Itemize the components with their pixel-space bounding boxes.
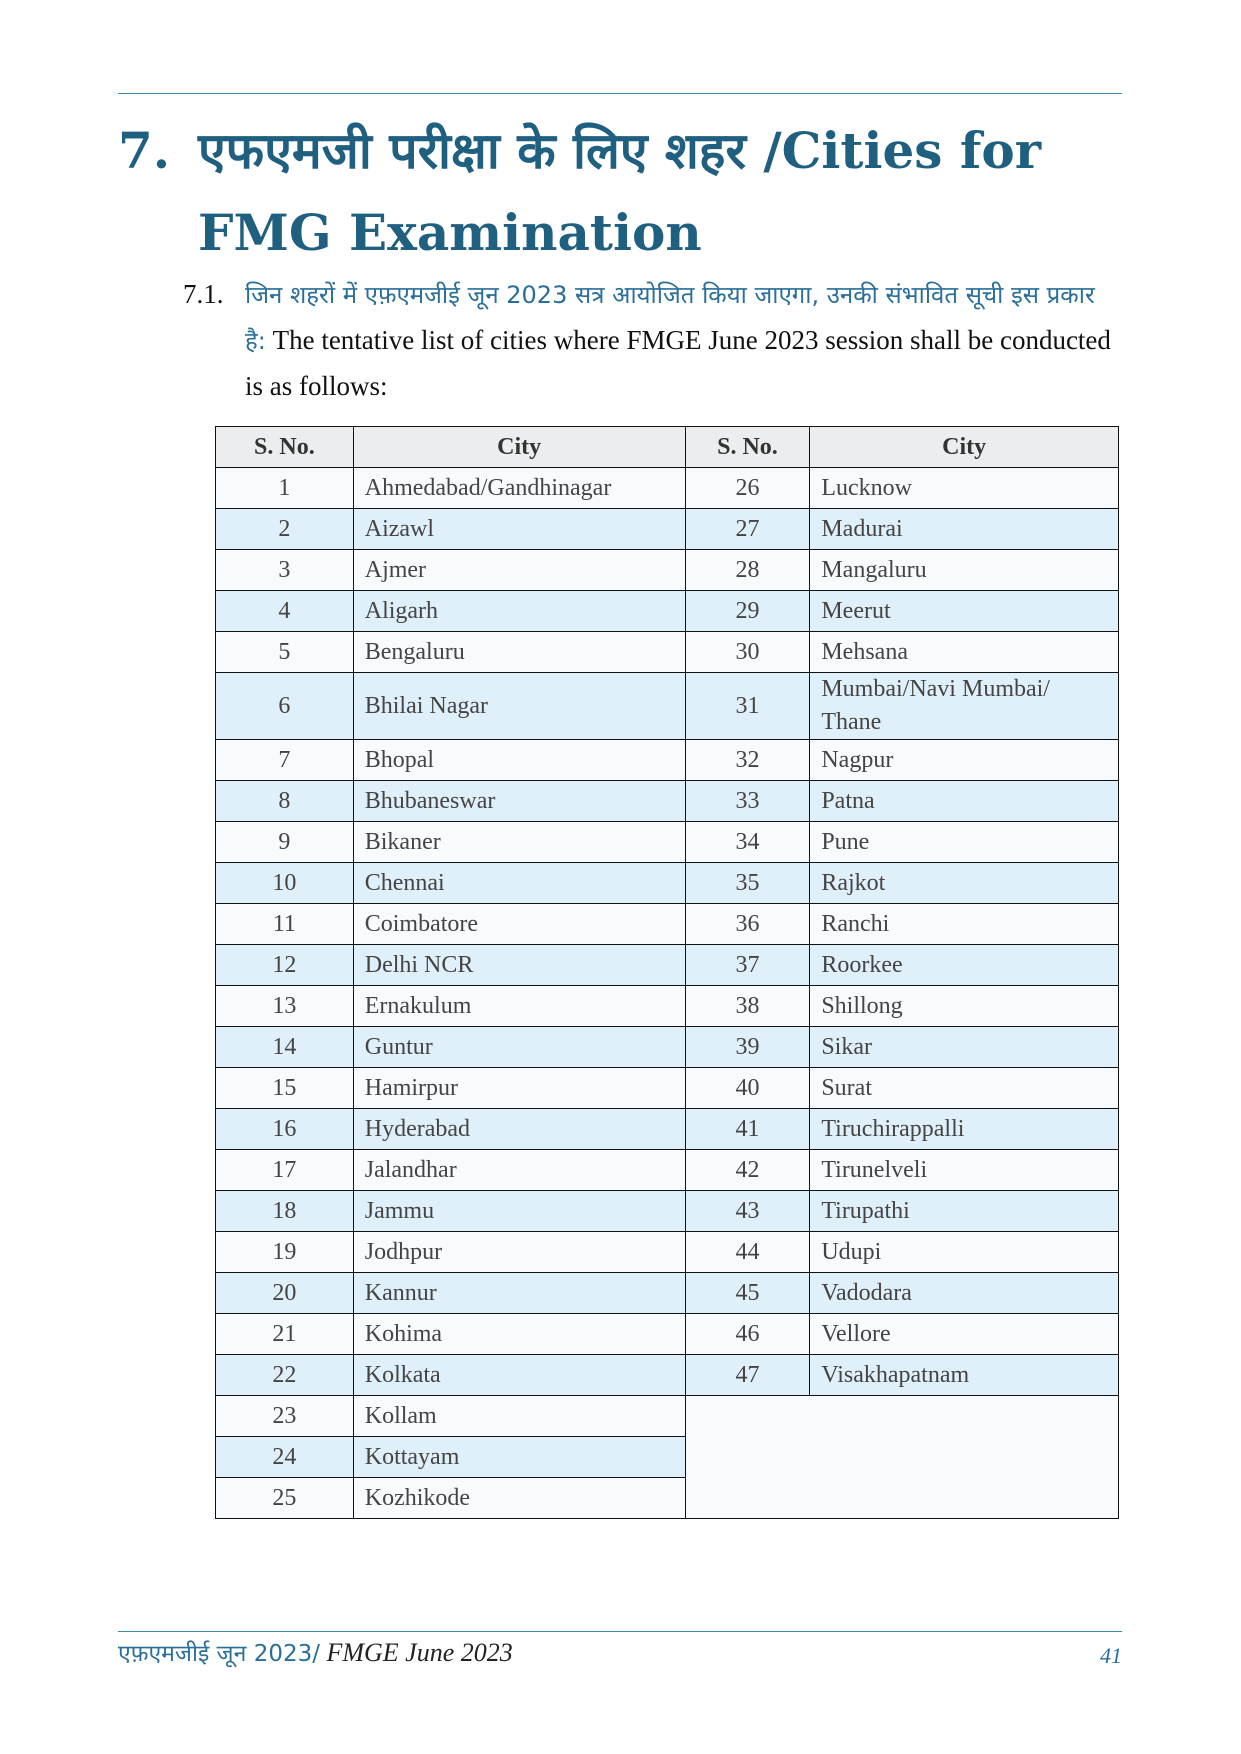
city-cell: Mehsana — [810, 632, 1119, 673]
paragraph-text — [183, 272, 1123, 409]
sno-cell: 1 — [216, 468, 354, 509]
city-cell: Ernakulum — [353, 986, 685, 1027]
city-cell: Hyderabad — [353, 1109, 685, 1150]
sno-cell: 31 — [685, 673, 810, 740]
table-row — [216, 1355, 1119, 1396]
city-cell: Ahmedabad/Gandhinagar — [353, 468, 685, 509]
table-row — [216, 632, 1119, 673]
city-cell: Tiruchirappalli — [810, 1109, 1119, 1150]
sno-cell: 8 — [216, 781, 354, 822]
sno-cell: 28 — [685, 550, 810, 591]
city-cell: Nagpur — [810, 740, 1119, 781]
sno-cell: 6 — [216, 673, 354, 740]
sno-cell: 24 — [216, 1437, 354, 1478]
sno-cell: 39 — [685, 1027, 810, 1068]
city-cell: Udupi — [810, 1232, 1119, 1273]
city-cell: Jammu — [353, 1191, 685, 1232]
sno-cell: 14 — [216, 1027, 354, 1068]
city-cell: Chennai — [353, 863, 685, 904]
city-cell: Aizawl — [353, 509, 685, 550]
sno-cell: 29 — [685, 591, 810, 632]
city-cell: Surat — [810, 1068, 1119, 1109]
sno-cell: 22 — [216, 1355, 354, 1396]
sno-cell: 43 — [685, 1191, 810, 1232]
top-rule — [118, 93, 1122, 94]
city-cell: Meerut — [810, 591, 1119, 632]
sno-cell: 35 — [685, 863, 810, 904]
table-row — [216, 468, 1119, 509]
city-cell: Delhi NCR — [353, 945, 685, 986]
sno-cell: 38 — [685, 986, 810, 1027]
city-cell: Guntur — [353, 1027, 685, 1068]
header-sno-1: S. No. — [216, 427, 354, 468]
table-row — [216, 591, 1119, 632]
table-header-row — [216, 427, 1119, 468]
sno-cell: 33 — [685, 781, 810, 822]
table-row — [216, 1232, 1119, 1273]
cities-table — [215, 426, 1119, 1519]
sno-cell: 21 — [216, 1314, 354, 1355]
table-row — [216, 904, 1119, 945]
sno-cell: 45 — [685, 1273, 810, 1314]
paragraph-number: 7.1. — [183, 279, 224, 309]
sno-cell: 44 — [685, 1232, 810, 1273]
city-cell: Patna — [810, 781, 1119, 822]
bottom-rule — [118, 1631, 1122, 1632]
section-number: 7. — [118, 121, 171, 180]
sno-cell: 46 — [685, 1314, 810, 1355]
city-cell: Lucknow — [810, 468, 1119, 509]
intro-paragraph — [183, 272, 1123, 409]
city-cell: Hamirpur — [353, 1068, 685, 1109]
city-cell: Bhopal — [353, 740, 685, 781]
table-row — [216, 673, 1119, 740]
empty-cell — [685, 1396, 1118, 1519]
city-cell: Ajmer — [353, 550, 685, 591]
city-cell: Aligarh — [353, 591, 685, 632]
sno-cell: 19 — [216, 1232, 354, 1273]
table-row — [216, 1396, 1119, 1437]
city-cell: Bhilai Nagar — [353, 673, 685, 740]
paragraph-english: The tentative list of cities where FMGE June 2023 session shall be conducted is as follows: — [245, 325, 1111, 401]
city-cell: Kannur — [353, 1273, 685, 1314]
sno-cell: 30 — [685, 632, 810, 673]
table-row — [216, 1109, 1119, 1150]
city-cell: Kottayam — [353, 1437, 685, 1478]
sno-cell: 36 — [685, 904, 810, 945]
sno-cell: 9 — [216, 822, 354, 863]
city-cell: Bengaluru — [353, 632, 685, 673]
table-row — [216, 945, 1119, 986]
sno-cell: 10 — [216, 863, 354, 904]
header-sno-2: S. No. — [685, 427, 810, 468]
sno-cell: 23 — [216, 1396, 354, 1437]
page-number: 41 — [1100, 1643, 1122, 1668]
city-cell: Madurai — [810, 509, 1119, 550]
city-cell: Rajkot — [810, 863, 1119, 904]
sno-cell: 27 — [685, 509, 810, 550]
sno-cell: 20 — [216, 1273, 354, 1314]
sno-cell: 32 — [685, 740, 810, 781]
city-cell: Vadodara — [810, 1273, 1119, 1314]
sno-cell: 12 — [216, 945, 354, 986]
sno-cell: 25 — [216, 1478, 354, 1519]
table-row — [216, 1273, 1119, 1314]
city-cell: Kohima — [353, 1314, 685, 1355]
city-cell: Tirunelveli — [810, 1150, 1119, 1191]
city-cell: Bhubaneswar — [353, 781, 685, 822]
city-cell: Mangaluru — [810, 550, 1119, 591]
header-city-1: City — [353, 427, 685, 468]
city-cell: Visakhapatnam — [810, 1355, 1119, 1396]
city-cell: Mumbai/Navi Mumbai/ Thane — [810, 673, 1119, 740]
section-title-line1: एफएमजी परीक्षा के लिए शहर /Cities for — [198, 121, 1042, 180]
sno-cell: 4 — [216, 591, 354, 632]
table-row — [216, 781, 1119, 822]
city-cell: Coimbatore — [353, 904, 685, 945]
sno-cell: 2 — [216, 509, 354, 550]
city-cell: Jalandhar — [353, 1150, 685, 1191]
table-row — [216, 863, 1119, 904]
sno-cell: 3 — [216, 550, 354, 591]
table-row — [216, 509, 1119, 550]
city-cell: Pune — [810, 822, 1119, 863]
city-cell: Tirupathi — [810, 1191, 1119, 1232]
city-cell: Shillong — [810, 986, 1119, 1027]
sno-cell: 17 — [216, 1150, 354, 1191]
sno-cell: 7 — [216, 740, 354, 781]
sno-cell: 5 — [216, 632, 354, 673]
city-cell: Vellore — [810, 1314, 1119, 1355]
footer-english: FMGE June 2023 — [319, 1638, 513, 1667]
sno-cell: 40 — [685, 1068, 810, 1109]
sno-cell: 37 — [685, 945, 810, 986]
sno-cell: 13 — [216, 986, 354, 1027]
footer-hindi: एफ़एमजीई जून 2023/ — [118, 1641, 320, 1667]
sno-cell: 16 — [216, 1109, 354, 1150]
table-row — [216, 1314, 1119, 1355]
section-title-line2: FMG Examination — [198, 203, 702, 262]
sno-cell: 42 — [685, 1150, 810, 1191]
sno-cell: 34 — [685, 822, 810, 863]
sno-cell: 15 — [216, 1068, 354, 1109]
city-cell: Ranchi — [810, 904, 1119, 945]
table-row — [216, 1191, 1119, 1232]
city-cell: Jodhpur — [353, 1232, 685, 1273]
city-cell: Sikar — [810, 1027, 1119, 1068]
sno-cell: 47 — [685, 1355, 810, 1396]
city-cell: Kollam — [353, 1396, 685, 1437]
city-cell: Roorkee — [810, 945, 1119, 986]
table-row — [216, 1068, 1119, 1109]
table-row — [216, 822, 1119, 863]
paragraph-hindi: जिन शहरों में एफ़एमजीई जून 2023 सत्र आयोजित किया जाएगा, उनकी संभावित सूची इस प्रकार है: — [245, 281, 1095, 355]
header-city-2: City — [810, 427, 1119, 468]
city-cell: Bikaner — [353, 822, 685, 863]
table-row — [216, 1027, 1119, 1068]
table-row — [216, 550, 1119, 591]
sno-cell: 41 — [685, 1109, 810, 1150]
sno-cell: 18 — [216, 1191, 354, 1232]
table-row — [216, 740, 1119, 781]
city-cell: Kolkata — [353, 1355, 685, 1396]
city-cell: Kozhikode — [353, 1478, 685, 1519]
section-heading — [118, 110, 1128, 274]
sno-cell: 11 — [216, 904, 354, 945]
sno-cell: 26 — [685, 468, 810, 509]
table-row — [216, 1150, 1119, 1191]
table-row — [216, 986, 1119, 1027]
footer-title — [118, 1636, 513, 1668]
